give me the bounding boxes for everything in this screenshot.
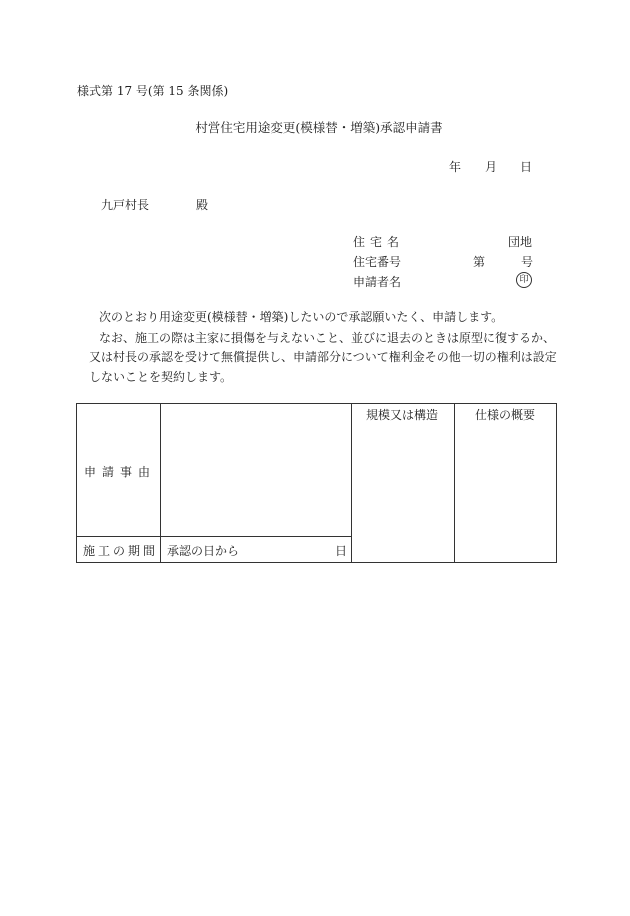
housing-name-label: 住宅名 — [353, 235, 405, 249]
housing-number-label: 住宅番号 — [353, 255, 402, 269]
body-paragraph-1: 次のとおり用途変更(模様替・増築)したいので承認願いたく、申請します。 — [99, 310, 504, 324]
date-year-label: 年 — [449, 160, 462, 174]
reason-label: 申請事由 — [84, 465, 157, 479]
table-divider — [454, 404, 455, 562]
applicant-name-label: 申請者名 — [353, 275, 402, 289]
addressee-honorific: 殿 — [196, 198, 209, 212]
form-number: 様式第 17 号(第 15 条関係) — [77, 84, 229, 98]
period-value: 承認の日から — [167, 544, 240, 558]
seal-icon: 印 — [516, 272, 532, 288]
date-day-label: 日 — [520, 160, 533, 174]
danchi-label: 団地 — [508, 235, 533, 249]
spec-summary-header: 仕様の概要 — [475, 408, 536, 422]
date-month-label: 月 — [485, 160, 498, 174]
application-table — [76, 403, 557, 563]
body-paragraph-2-line-2: 又は村長の承認を受けて無償提供し、申請部分について権利金その他一切の権利は設定 — [89, 350, 557, 364]
table-divider — [77, 536, 351, 537]
document-title: 村営住宅用途変更(模様替・増築)承認申請書 — [195, 120, 443, 135]
table-divider — [351, 404, 352, 562]
addressee-name: 九戸村長 — [101, 198, 150, 212]
period-day-label: 日 — [335, 544, 348, 558]
body-paragraph-2-line-1: なお、施工の際は主家に損傷を与えないこと、並びに退去のときは原型に復するか、 — [99, 331, 556, 345]
table-divider — [160, 404, 161, 562]
dai-label: 第 — [473, 255, 486, 269]
go-label: 号 — [521, 255, 534, 269]
scale-structure-header: 規模又は構造 — [366, 408, 439, 422]
body-paragraph-2-line-3: しないことを契約します。 — [89, 370, 233, 384]
period-label: 施工の期間 — [83, 544, 159, 558]
